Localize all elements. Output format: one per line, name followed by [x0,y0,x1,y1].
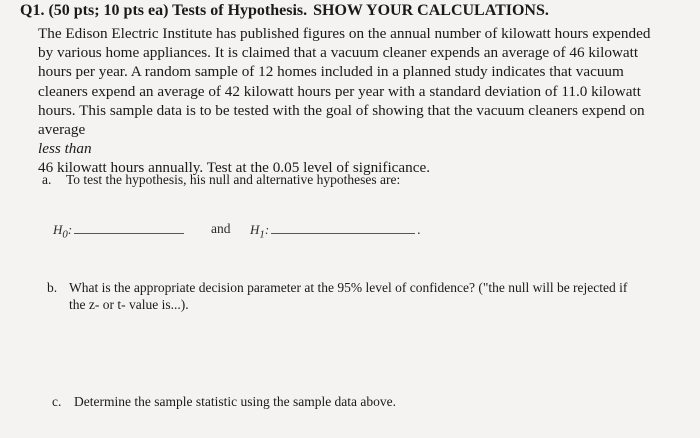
part-a-text: To test the hypothesis, his null and alternative hypotheses are: [66,172,401,187]
statement-text: 46 kilowatt hours annually. Test at the 0.05 level of significance. [38,159,431,177]
and-connector: and [211,221,231,236]
hypotheses-row [53,221,421,241]
end-period: . [417,222,421,237]
statement-line: cleaners expend an average of 42 kilowatt hours per year with a standard deviation of 11.0 kilowatt [38,82,641,100]
question-title: Q1. (50 pts; 10 pts ea) Tests of Hypothesis. [20,2,308,19]
part-b-text [69,279,627,313]
part-b-prompt [47,279,627,313]
statement-line: by various home appliances. It is claimed that a vacuum cleaner expends an average of 46 kilowatt [38,44,639,62]
alternative-hypothesis-label: $H_1$: [250,222,270,241]
question-instruction: SHOW YOUR CALCULATIONS. [313,2,549,19]
part-c-text: Determine the sample statistic using the sample data above. [74,394,397,409]
statement-line: The Edison Electric Institute has published figures on the annual number of kilowatt hours expended [38,25,651,42]
part-a-letter: a. [42,172,52,187]
part-b-line: What is the appropriate decision parameter at the 95% level of confidence? ("the null will be rejected if [69,280,628,295]
null-hypothesis-blank[interactable] [74,221,184,234]
alternative-hypothesis-blank[interactable] [271,221,415,234]
statement-text: average [38,121,86,139]
part-a-prompt [42,171,400,188]
part-b-letter: b. [47,280,58,295]
problem-statement [38,24,674,178]
part-c-prompt [52,393,396,410]
part-b-line: the z- or t- value is...). [69,297,189,312]
null-hypothesis-label: $H_0$: [53,222,73,241]
alternative-hypothesis-group [250,221,421,241]
question-heading [20,2,549,20]
statement-line [38,120,674,178]
statement-line: hours. This sample data is to be tested with the goal of showing that the vacuum cleaners expend on [38,101,645,119]
emphasized-text: less than [38,140,92,158]
statement-line: hours per year. A random sample of 12 homes included in a planned study indicates that vacuum [38,63,624,81]
part-c-letter: c. [52,394,62,409]
